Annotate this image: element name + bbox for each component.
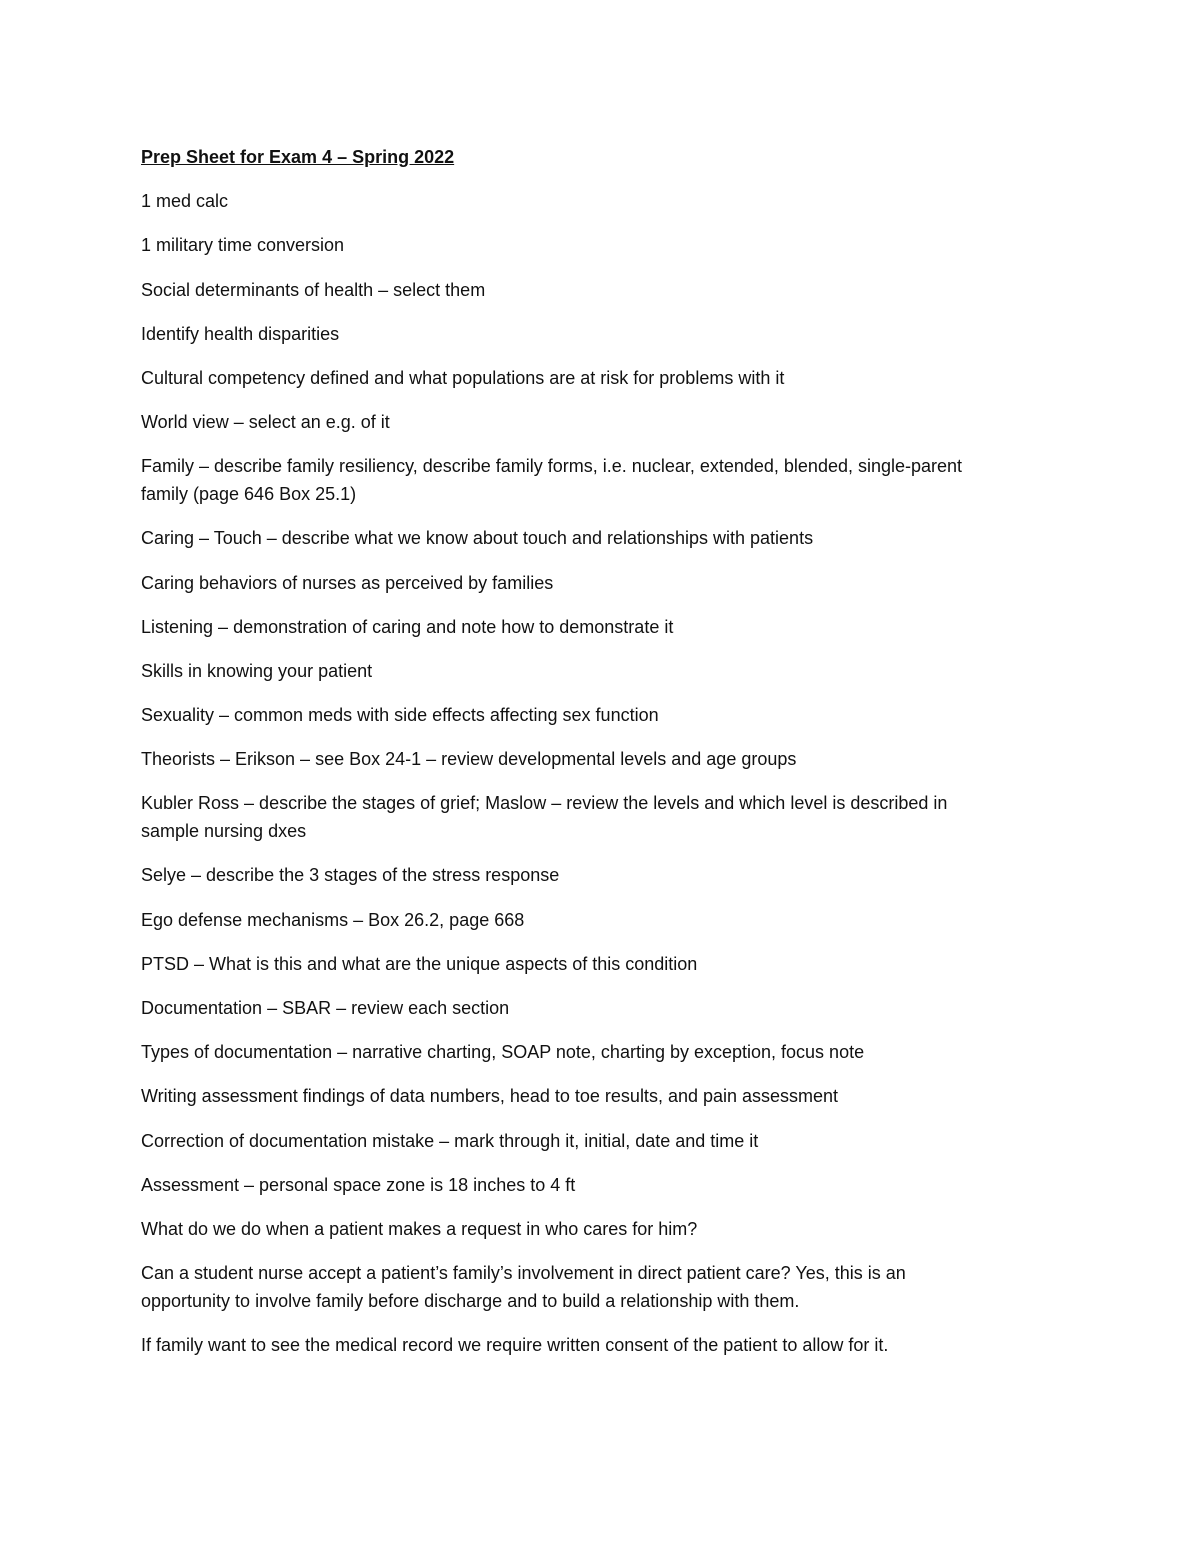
item-student-nurse (141, 1260, 1061, 1332)
document-body (141, 144, 1061, 1376)
item-med-calc: 1 med calc (141, 191, 229, 212)
item-ego-defense: Ego defense mechanisms – Box 26.2, page 668 (141, 909, 525, 930)
item-listening: Listening – demonstration of caring and note how to demonstrate it (141, 616, 674, 637)
item-military-time: 1 military time conversion (141, 235, 345, 256)
item-patient-request: What do we do when a patient makes a request in who cares for him? (141, 1218, 698, 1239)
item-ptsd: PTSD – What is this and what are the unique aspects of this condition (141, 953, 698, 974)
item-assessment-findings: Writing assessment findings of data numbers, head to toe results, and pain assessment (141, 1086, 839, 1107)
item-student-nurse-line-1: Can a student nurse accept a patient’s family’s involvement in direct patient care? Yes, this is an (141, 1263, 906, 1284)
item-student-nurse-line-2: opportunity to involve family before discharge and to build a relationship with them. (141, 1291, 800, 1312)
item-selye: Selye – describe the 3 stages of the stress response (141, 865, 560, 886)
item-caring-behaviors: Caring behaviors of nurses as perceived by families (141, 572, 554, 593)
item-sbar: Documentation – SBAR – review each section (141, 998, 510, 1018)
item-theorists: Theorists – Erikson – see Box 24-1 – review developmental levels and age groups (141, 749, 797, 770)
item-world-view: World view – select an e.g. of it (141, 412, 390, 433)
item-medical-record: If family want to see the medical record we require written consent of the patient to allow for it. (141, 1335, 889, 1356)
item-social-determinants: Social determinants of health – select them (141, 279, 486, 300)
item-caring-touch: Caring – Touch – describe what we know about touch and relationships with patients (141, 528, 814, 549)
item-sexuality: Sexuality – common meds with side effects affecting sex function (141, 705, 659, 726)
item-kubler-ross-line-2: sample nursing dxes (141, 821, 307, 842)
item-correction: Correction of documentation mistake – mark through it, initial, date and time it (141, 1130, 759, 1151)
item-family-line-1: Family – describe family resiliency, describe family forms, i.e. nuclear, extended, blended, single-parent (141, 456, 963, 477)
item-cultural-competency: Cultural competency defined and what populations are at risk for problems with it (141, 367, 785, 388)
item-family (141, 453, 1061, 525)
item-kubler-ross (141, 790, 1061, 862)
document-title: Prep Sheet for Exam 4 – Spring 2022 (141, 147, 455, 167)
item-knowing-patient: Skills in knowing your patient (141, 660, 373, 681)
item-health-disparities: Identify health disparities (141, 323, 340, 344)
item-personal-space: Assessment – personal space zone is 18 inches to 4 ft (141, 1174, 576, 1195)
item-kubler-ross-line-1: Kubler Ross – describe the stages of grief; Maslow – review the levels and which level is described in (141, 793, 948, 814)
item-documentation-types: Types of documentation – narrative charting, SOAP note, charting by exception, focus note (141, 1042, 865, 1063)
item-family-line-2: family (page 646 Box 25.1) (141, 484, 357, 505)
